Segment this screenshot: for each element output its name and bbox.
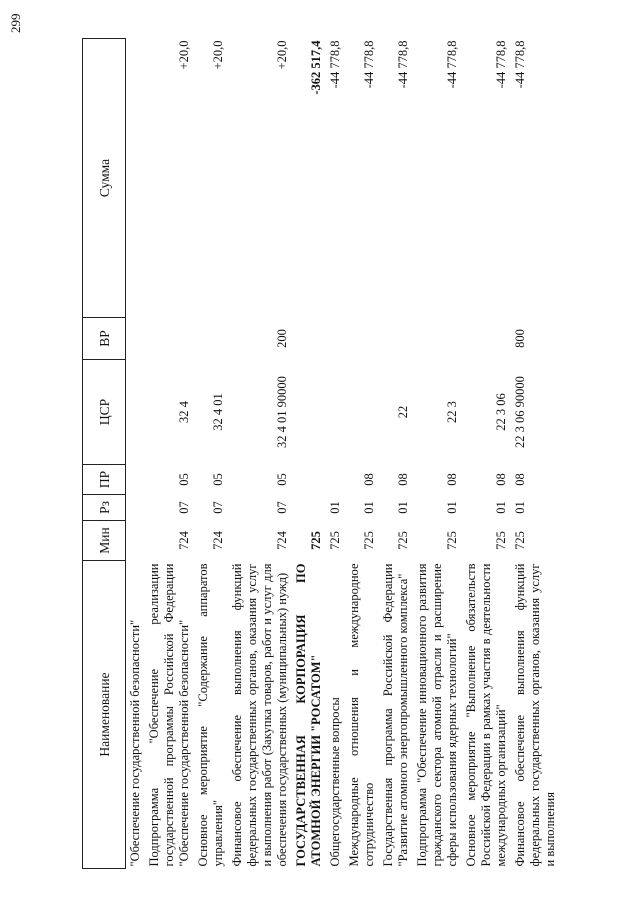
- header-name: Наименование: [83, 561, 126, 869]
- table-row: [379, 39, 413, 869]
- row-min-cell: 725: [445, 531, 459, 550]
- row-csr-cell: 22 3 06 90000: [513, 376, 527, 448]
- header-csr: ЦСР: [83, 360, 126, 465]
- header-sum: Сумма: [83, 39, 126, 318]
- row-name-cell: "Обеспечение государственной безопасности": [128, 619, 142, 867]
- row-pr-cell: 05: [211, 473, 225, 486]
- row-rz-cell: 01: [328, 501, 342, 514]
- row-name-cell: Подпрограмма "Обеспечение реализации государственной программы Российской Федерации "Обеспечение государственной безопасности": [147, 563, 191, 867]
- row-sum-cell: -44 778,8: [513, 40, 527, 89]
- row-csr-cell: 32 4 01 90000: [275, 376, 289, 448]
- row-rz-cell: [126, 495, 146, 521]
- row-min-cell: 724: [177, 531, 191, 550]
- table-row: [228, 39, 292, 869]
- row-name-cell: Финансовое обеспечение выполнения функций федеральных государственных органов, оказания услуг и выполнения работ (Закупка товаров, работ и услуг для обеспечения государственных (муниципальных) нужд): [230, 563, 289, 867]
- row-pr-cell: 05: [275, 473, 289, 486]
- row-vr-cell: 200: [275, 329, 289, 348]
- table-row: [413, 39, 462, 869]
- table-body: [126, 39, 561, 869]
- table-row: [345, 39, 379, 869]
- row-pr-cell: 08: [396, 473, 410, 486]
- row-min-cell: 724: [211, 531, 225, 550]
- row-pr-cell: 05: [177, 473, 191, 486]
- row-sum-cell: +20,0: [177, 40, 191, 70]
- row-name-cell: Основное мероприятие "Содержание аппаратов управления": [196, 563, 225, 867]
- row-vr-cell: [145, 318, 194, 360]
- row-pr-cell: 08: [513, 473, 527, 486]
- row-vr-cell: [462, 318, 511, 360]
- header-rz: Рз: [83, 495, 126, 521]
- header-min: Мин: [83, 521, 126, 561]
- row-rz-cell: [292, 495, 326, 521]
- row-sum-cell: -44 778,8: [445, 40, 459, 89]
- row-sum-cell: -44 778,8: [328, 40, 342, 89]
- row-name-cell: Подпрограмма "Обеспечение инновационного развития гражданского сектора атомной отрасли и расширение сферы использования ядерных технологий": [415, 563, 459, 867]
- header-vr: ВР: [83, 318, 126, 360]
- header-pr: ПР: [83, 465, 126, 495]
- row-rz-cell: 01: [362, 501, 376, 514]
- row-csr-cell: 22 3: [445, 401, 459, 423]
- row-vr-cell: [326, 318, 345, 360]
- row-pr-cell: 08: [445, 473, 459, 486]
- row-csr-cell: [326, 360, 345, 465]
- row-sum-cell: -362 517,4: [309, 40, 323, 95]
- row-vr-cell: [194, 318, 228, 360]
- row-min-cell: 725: [309, 531, 323, 550]
- row-sum-cell: +20,0: [275, 40, 289, 70]
- row-vr-cell: [345, 318, 379, 360]
- row-vr-cell: [126, 318, 146, 360]
- row-sum-cell: -44 778,8: [494, 40, 508, 89]
- row-min-cell: 725: [328, 531, 342, 550]
- row-min-cell: 725: [362, 531, 376, 550]
- row-csr-cell: 32 4: [177, 401, 191, 423]
- row-name-cell: Основное мероприятие "Выполнение обязательств Российской Федерации в рамках участия в деятельности международных организаций": [464, 563, 508, 867]
- row-csr-cell: 32 4 01: [211, 393, 225, 431]
- row-min-cell: 725: [513, 531, 527, 550]
- row-vr-cell: [413, 318, 462, 360]
- row-rz-cell: 01: [445, 501, 459, 514]
- row-rz-cell: 07: [275, 501, 289, 514]
- table-row: [326, 39, 345, 869]
- row-sum-cell: -44 778,8: [362, 40, 376, 89]
- row-pr-cell: 08: [494, 473, 508, 486]
- row-rz-cell: 07: [211, 501, 225, 514]
- rotated-table-container: [82, 39, 592, 869]
- table-row: [292, 39, 326, 869]
- page-number: 299: [8, 13, 23, 33]
- table-header-row: [83, 39, 126, 869]
- row-rz-cell: 01: [396, 501, 410, 514]
- row-pr-cell: 08: [362, 473, 376, 486]
- row-sum-cell: -44 778,8: [396, 40, 410, 89]
- row-name-cell: Международные отношения и международное сотрудничество: [347, 563, 376, 867]
- row-sum-cell: [126, 39, 146, 318]
- row-name-cell: Финансовое обеспечение выполнения функций федеральных государственных органов, оказания услуг и выполнения: [513, 563, 557, 867]
- row-sum-cell: +20,0: [211, 40, 225, 70]
- table-row: [126, 39, 146, 869]
- row-min-cell: 724: [275, 531, 289, 550]
- row-vr-cell: [379, 318, 413, 360]
- row-name-cell: ГОСУДАРСТВЕННАЯ КОРПОРАЦИЯ ПО АТОМНОЙ ЭНЕРГИИ "РОСАТОМ": [294, 563, 323, 867]
- row-rz-cell: 01: [494, 501, 508, 514]
- row-min-cell: [126, 521, 146, 561]
- row-vr-cell: 800: [513, 329, 527, 348]
- table-row: [511, 39, 560, 869]
- table-row: [462, 39, 511, 869]
- row-min-cell: 725: [396, 531, 410, 550]
- row-csr-cell: [345, 360, 379, 465]
- row-vr-cell: [292, 318, 326, 360]
- row-pr-cell: [326, 465, 345, 495]
- row-csr-cell: 22: [396, 405, 410, 419]
- row-name-cell: Общегосударственные вопросы: [328, 697, 342, 867]
- row-pr-cell: [292, 465, 326, 495]
- row-min-cell: 725: [494, 531, 508, 550]
- row-pr-cell: [126, 465, 146, 495]
- row-csr-cell: [292, 360, 326, 465]
- row-rz-cell: 07: [177, 501, 191, 514]
- row-csr-cell: 22 3 06: [494, 393, 508, 431]
- row-name-cell: Государственная программа Российской Федерации "Развитие атомного энергопромышленного комплекса": [381, 563, 410, 867]
- budget-table: [82, 38, 560, 869]
- table-row: [145, 39, 194, 869]
- row-rz-cell: 01: [513, 501, 527, 514]
- table-row: [194, 39, 228, 869]
- row-csr-cell: [126, 360, 146, 465]
